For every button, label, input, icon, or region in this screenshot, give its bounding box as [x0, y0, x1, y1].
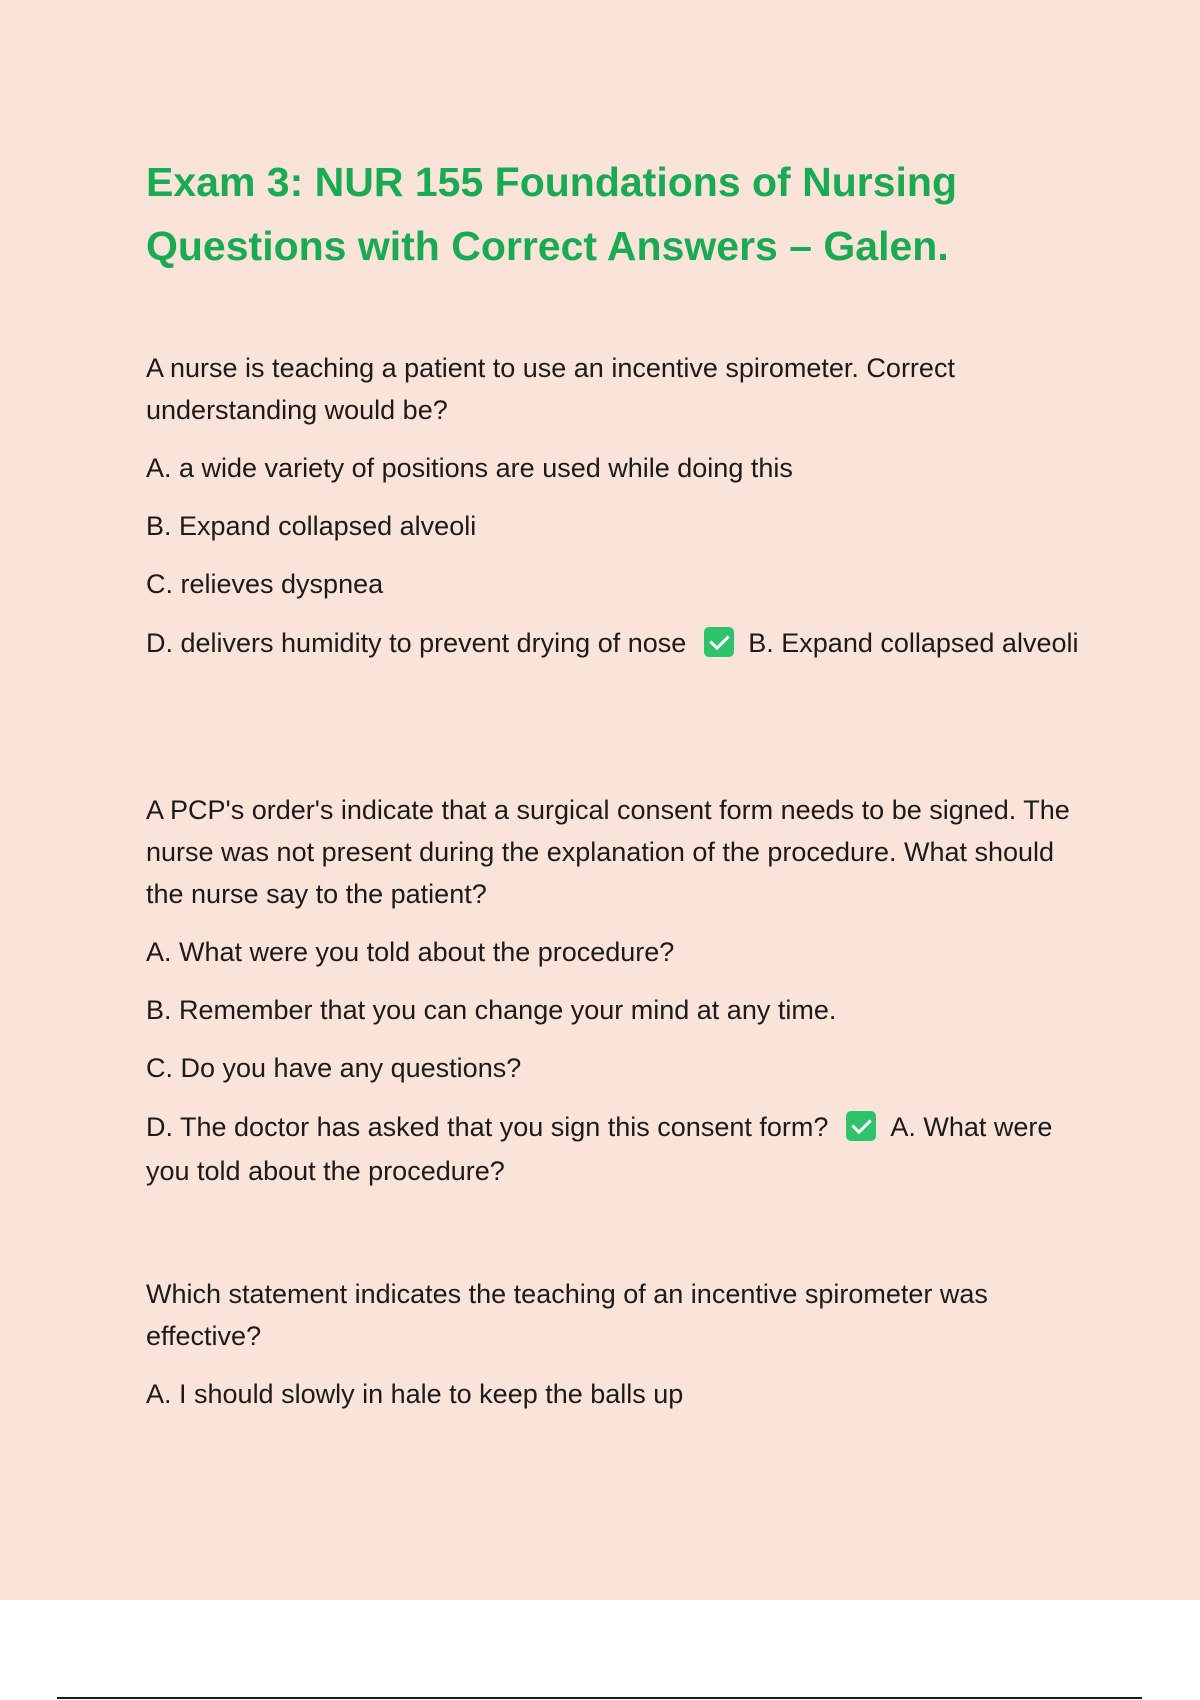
- option-c: C. relieves dyspnea: [146, 569, 384, 599]
- option-d-with-answer: [146, 1105, 1086, 1193]
- correct-answer: A. What were you told about the procedure?: [146, 1112, 1053, 1186]
- option-a: A. a wide variety of positions are used while doing this: [146, 453, 793, 483]
- option-d-with-answer: [146, 621, 1086, 665]
- question-text: A nurse is teaching a patient to use an incentive spirometer. Correct understanding would be?: [146, 353, 955, 425]
- correct-answer: B. Expand collapsed alveoli: [748, 628, 1079, 658]
- option-a: A. I should slowly in hale to keep the balls up: [146, 1379, 684, 1409]
- option-c: C. Do you have any questions?: [146, 1053, 522, 1083]
- document-title: [146, 150, 1086, 278]
- document-title-line-1: Exam 3: NUR 155 Foundations of Nursing: [146, 159, 957, 205]
- document-title-line-2: Questions with Correct Answers – Galen.: [146, 223, 949, 269]
- question-text: Which statement indicates the teaching of an incentive spirometer was effective?: [146, 1279, 988, 1351]
- question-text: A PCP's order's indicate that a surgical consent form needs to be signed. The nurse was not present during the explanation of the procedure. What should the nurse say to the patient?: [146, 795, 1070, 909]
- option-b: B. Expand collapsed alveoli: [146, 511, 477, 541]
- question-block-2: [146, 789, 1086, 1193]
- option-d: D. delivers humidity to prevent drying of nose: [146, 628, 687, 658]
- option-b: B. Remember that you can change your mind at any time.: [146, 995, 837, 1025]
- question-block-3: [146, 1273, 1086, 1431]
- footer-divider: [57, 1697, 1142, 1699]
- option-d: D. The doctor has asked that you sign this consent form?: [146, 1112, 829, 1142]
- option-a: A. What were you told about the procedure?: [146, 937, 675, 967]
- check-mark-icon: [846, 1111, 876, 1141]
- question-block-1: [146, 347, 1086, 665]
- check-mark-icon: [704, 627, 734, 657]
